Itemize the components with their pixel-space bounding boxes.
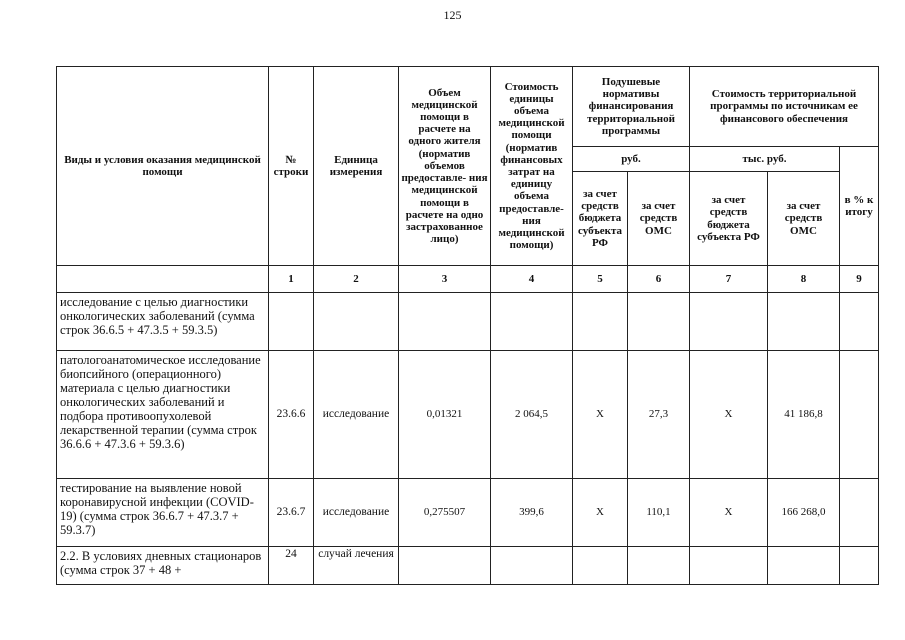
header-per-capita-norms: Подушевые нормативы финансирования территориальной программы (573, 67, 690, 147)
row-description: тестирование на выявление новой коронавирусной инфекции (COVID-19) (сумма строк 36.6.7 + 47.3.7 + 59.3.7) (57, 479, 269, 547)
column-number: 7 (690, 266, 768, 293)
header-percent: в % к итогу (840, 147, 879, 266)
header-cost-oms: за счет средств ОМС (768, 172, 840, 266)
row-norm-oms (628, 293, 690, 351)
column-number: 6 (628, 266, 690, 293)
header-program-cost: Стоимость территориальной программы по источникам ее финансового обеспечения (690, 67, 879, 147)
column-number: 2 (314, 266, 399, 293)
row-volume (399, 547, 491, 585)
row-cost (491, 547, 573, 585)
table-row (57, 351, 879, 479)
column-number: 8 (768, 266, 840, 293)
row-cost: 399,6 (491, 479, 573, 547)
row-cost-oms (768, 547, 840, 585)
header-cost-budget: за счет средств бюджета субъекта РФ (690, 172, 768, 266)
row-cost-budget: Х (690, 351, 768, 479)
column-number-blank (57, 266, 269, 293)
header-unit-cost: Стоимость единицы объема медицинской помощи (норматив финансовых затрат на единицу объема предоставле- ния медицинской помощи) (491, 67, 573, 266)
page-number: 125 (443, 8, 462, 22)
table-row (57, 293, 879, 351)
financing-table (56, 66, 879, 585)
row-norm-oms: 27,3 (628, 351, 690, 479)
column-number: 4 (491, 266, 573, 293)
header-row-number: № строки (269, 67, 314, 266)
table-row (57, 479, 879, 547)
row-percent (840, 293, 879, 351)
header-unit: Единица измерения (314, 67, 399, 266)
row-description: 2.2. В условиях дневных стационаров (сумма строк 37 + 48 + (57, 547, 269, 585)
row-norm-oms (628, 547, 690, 585)
header-volume: Объем медицинской помощи в расчете на одного жителя (норматив объемов предоставле- ния медицинской помощи в расчете на одно застрахованное лицо) (399, 67, 491, 266)
row-norm-budget (573, 547, 628, 585)
row-unit: исследование (314, 479, 399, 547)
row-cost-oms: 41 186,8 (768, 351, 840, 479)
row-cost-budget: Х (690, 479, 768, 547)
header-view-conditions: Виды и условия оказания медицинской помощи (57, 67, 269, 266)
table-row (57, 547, 879, 585)
column-number: 9 (840, 266, 879, 293)
row-cost-budget (690, 547, 768, 585)
row-cost (491, 293, 573, 351)
row-norm-budget (573, 293, 628, 351)
row-cost: 2 064,5 (491, 351, 573, 479)
row-cost-oms (768, 293, 840, 351)
header-thous-rub: тыс. руб. (690, 147, 840, 172)
column-number: 1 (269, 266, 314, 293)
header-norm-oms: за счет средств ОМС (628, 172, 690, 266)
row-percent (840, 547, 879, 585)
header-row-1 (57, 67, 879, 147)
row-description: исследование с целью диагностики онкологических заболеваний (сумма строк 36.6.5 + 47.3.5 + 59.3.5) (57, 293, 269, 351)
row-percent (840, 479, 879, 547)
column-number: 5 (573, 266, 628, 293)
row-volume: 0,01321 (399, 351, 491, 479)
header-rub: руб. (573, 147, 690, 172)
column-number-row (57, 266, 879, 293)
row-description: патологоанатомическое исследование биопсийного (операционного) материала с целью диагностики онкологических заболеваний и подбора противоопухолевой лекарственной терапии (сумма строк 36.6.6 + 47.3.6 + 59.3.6) (57, 351, 269, 479)
row-cost-budget (690, 293, 768, 351)
header-norm-budget: за счет средств бюджета субъекта РФ (573, 172, 628, 266)
row-percent (840, 351, 879, 479)
row-norm-budget: Х (573, 479, 628, 547)
row-number (269, 293, 314, 351)
row-unit: исследование (314, 351, 399, 479)
row-cost-oms: 166 268,0 (768, 479, 840, 547)
row-norm-oms: 110,1 (628, 479, 690, 547)
row-number: 23.6.6 (269, 351, 314, 479)
row-number: 23.6.7 (269, 479, 314, 547)
row-unit: случай лечения (314, 547, 399, 585)
row-number: 24 (269, 547, 314, 585)
row-volume (399, 293, 491, 351)
row-volume: 0,275507 (399, 479, 491, 547)
row-unit (314, 293, 399, 351)
column-number: 3 (399, 266, 491, 293)
row-norm-budget: Х (573, 351, 628, 479)
